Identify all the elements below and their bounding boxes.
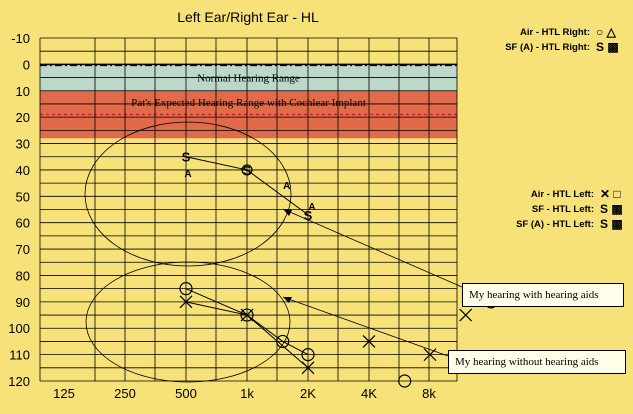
y-tick-label: 0	[22, 57, 30, 73]
legend-right-symbols: ○ △	[596, 25, 616, 39]
aided-a-marker: A	[283, 180, 291, 192]
x-tick-label: 500	[175, 386, 197, 401]
legend-left-label: SF - HTL Left:	[531, 204, 594, 215]
x-tick-label: 2K	[300, 386, 316, 401]
y-tick-label: 80	[15, 268, 30, 284]
y-tick-label: -10	[11, 31, 30, 46]
legend-left-symbols: S ▩	[600, 202, 623, 216]
legend-right-label: SF (A) - HTL Right:	[505, 42, 590, 53]
arrow-aided-head	[283, 209, 292, 216]
y-tick-label: 50	[15, 189, 30, 205]
aided-a-marker: A	[308, 201, 316, 213]
y-tick-label: 40	[15, 162, 30, 178]
legend-left-symbols: S ▩	[600, 217, 623, 231]
callout-with-aids: My hearing with hearing aids	[462, 283, 624, 307]
y-tick-label: 20	[15, 110, 30, 126]
legend-right-symbols: S ▩	[596, 40, 619, 54]
y-tick-label: 90	[15, 294, 30, 310]
callout-without-aids: My hearing without hearing aids	[448, 350, 626, 374]
sf-point: S	[303, 207, 313, 223]
chart-title: Left Ear/Right Ear - HL	[177, 9, 319, 25]
legend-left-symbols: ✕ □	[600, 187, 621, 201]
sf-point: S	[242, 162, 252, 178]
y-tick-label: 30	[15, 136, 30, 152]
x-tick-label: 4K	[361, 386, 377, 401]
x-tick-label: 1k	[240, 386, 254, 401]
y-tick-label: 70	[15, 242, 30, 258]
x-tick-label: 8k	[422, 386, 436, 401]
band-normal-label: Normal Hearing Range	[197, 72, 300, 85]
y-tick-label: 100	[8, 321, 30, 337]
y-tick-label: 10	[15, 83, 30, 99]
sf-point: S	[181, 149, 191, 165]
unaided-ellipse	[86, 262, 290, 382]
legend-right-label: Air - HTL Right:	[519, 27, 590, 38]
x-tick-label: 250	[114, 386, 136, 401]
y-tick-label: 60	[15, 215, 30, 231]
y-tick-label: 120	[8, 374, 30, 389]
aided-a-marker: A	[184, 169, 192, 181]
x-tick-label: 125	[53, 386, 75, 401]
y-tick-label: 110	[9, 347, 30, 363]
band-cochlear-label: Pat's Expected Hearing Range with Cochlear Implant	[131, 96, 366, 109]
left-air-point	[460, 309, 472, 321]
legend-left-label: SF (A) - HTL Left:	[516, 219, 594, 230]
legend-left-label: Air - HTL Left:	[530, 189, 594, 200]
